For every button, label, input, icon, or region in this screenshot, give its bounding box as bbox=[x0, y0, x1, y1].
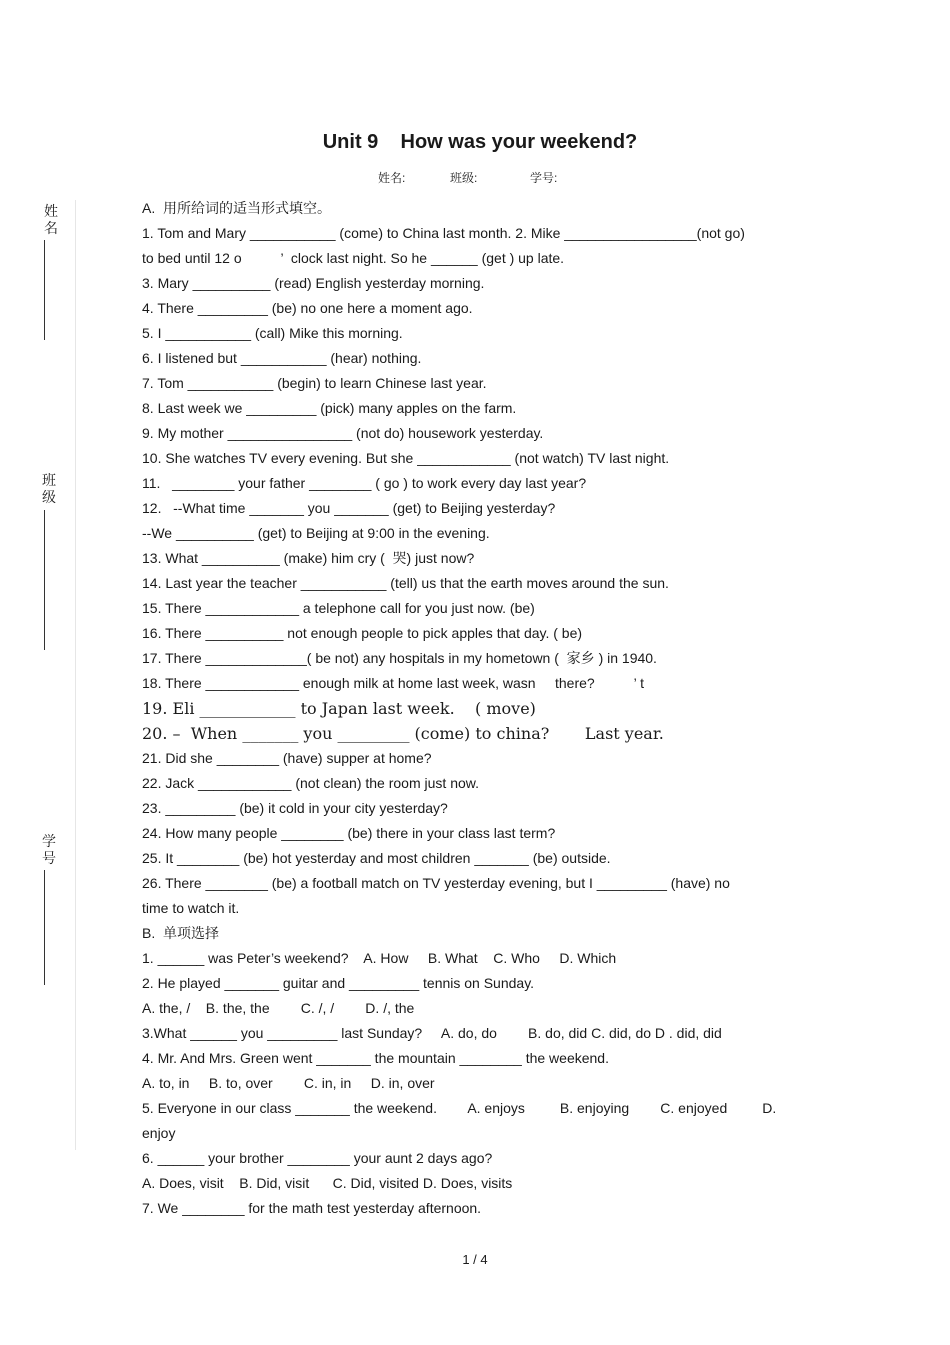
question-line: 1. Tom and Mary ___________ (come) to China last month. 2. Mike _________________(not go) bbox=[142, 225, 745, 241]
question-line: 21. Did she ________ (have) supper at home? bbox=[142, 750, 432, 766]
sidebar-class-label: 班级 bbox=[42, 472, 56, 505]
sidebar-name-label: 姓名 bbox=[44, 203, 58, 236]
option-line: enjoy bbox=[142, 1125, 176, 1141]
question-line: 15. There ____________ a telephone call for you just now. (be) bbox=[142, 600, 535, 616]
question-line: time to watch it. bbox=[142, 900, 240, 916]
option-line: A. to, in B. to, over C. in, in D. in, over bbox=[142, 1075, 435, 1091]
question-line: 11. ________ your father ________ ( go ) to work every day last year? bbox=[142, 475, 587, 491]
question-line: 14. Last year the teacher ___________ (tell) us that the earth moves around the sun. bbox=[142, 575, 669, 591]
question-line: 3.What ______ you _________ last Sunday? A. do, do B. do, did C. did, do D . did, did bbox=[142, 1025, 722, 1041]
question-line: 25. It ________ (be) hot yesterday and most children _______ (be) outside. bbox=[142, 850, 611, 866]
question-line: 4. There _________ (be) no one here a moment ago. bbox=[142, 300, 473, 316]
question-line: 18. There ____________ enough milk at home last week, wasn there? ’ t bbox=[142, 675, 644, 691]
question-line: 12. --What time _______ you _______ (get) to Beijing yesterday? bbox=[142, 500, 556, 516]
page-number: 1 / 4 bbox=[462, 1252, 488, 1267]
question-line: 9. My mother ________________ (not do) housework yesterday. bbox=[142, 425, 544, 441]
question-line: 26. There ________ (be) a football match on TV yesterday evening, but I _________ (have) no bbox=[142, 875, 730, 891]
question-line: 6. I listened but ___________ (hear) nothing. bbox=[142, 350, 422, 366]
question-line: 20. – When _______ you _________ (come) to china? Last year. bbox=[142, 724, 664, 743]
question-line: --We __________ (get) to Beijing at 9:00 in the evening. bbox=[142, 525, 490, 541]
question-line: 10. She watches TV every evening. But she ____________ (not watch) TV last night. bbox=[142, 450, 670, 466]
question-line: 19. Eli ____________ to Japan last week. ( move) bbox=[142, 699, 536, 718]
question-line: 4. Mr. And Mrs. Green went _______ the mountain ________ the weekend. bbox=[142, 1050, 609, 1066]
option-line: A. the, / B. the, the C. /, / D. /, the bbox=[142, 1000, 415, 1016]
number-label: 学号: bbox=[530, 171, 558, 185]
question-line: 22. Jack ____________ (not clean) the room just now. bbox=[142, 775, 479, 791]
section-b-heading: B. 单项选择 bbox=[142, 925, 220, 941]
question-line: 6. ______ your brother ________ your aunt 2 days ago? bbox=[142, 1150, 493, 1166]
question-line: 16. There __________ not enough people to pick apples that day. ( be) bbox=[142, 625, 583, 641]
question-line: 24. How many people ________ (be) there in your class last term? bbox=[142, 825, 556, 841]
sidebar-class-line bbox=[44, 510, 45, 650]
question-line: 7. Tom ___________ (begin) to learn Chinese last year. bbox=[142, 375, 487, 391]
option-line: A. Does, visit B. Did, visit C. Did, visited D. Does, visits bbox=[142, 1175, 513, 1191]
question-line: 7. We ________ for the math test yesterday afternoon. bbox=[142, 1200, 482, 1216]
question-line: 2. He played _______ guitar and _________ tennis on Sunday. bbox=[142, 975, 535, 991]
class-label: 班级: bbox=[450, 171, 478, 185]
sidebar-number-line bbox=[44, 870, 45, 985]
question-line: to bed until 12 o ’ clock last night. So he ______ (get ) up late. bbox=[142, 250, 565, 266]
question-line: 5. I ___________ (call) Mike this morning. bbox=[142, 325, 403, 341]
sidebar-name-line bbox=[44, 240, 45, 340]
name-label: 姓名: bbox=[378, 171, 406, 185]
page-title: Unit 9 How was your weekend? bbox=[322, 131, 638, 153]
question-line: 23. _________ (be) it cold in your city yesterday? bbox=[142, 800, 448, 816]
question-line: 17. There _____________( be not) any hospitals in my hometown ( 家乡 ) in 1940. bbox=[142, 650, 657, 666]
question-line: 3. Mary __________ (read) English yesterday morning. bbox=[142, 275, 485, 291]
question-line: 5. Everyone in our class _______ the weekend. A. enjoys B. enjoying C. enjoyed D. bbox=[142, 1100, 777, 1116]
question-line: 13. What __________ (make) him cry ( 哭) just now? bbox=[142, 550, 475, 566]
margin-rule bbox=[75, 200, 76, 1150]
section-a-heading: A. 用所给词的适当形式填空。 bbox=[142, 200, 332, 216]
question-line: 8. Last week we _________ (pick) many apples on the farm. bbox=[142, 400, 517, 416]
exercise-content bbox=[142, 196, 802, 1221]
sidebar-number-label: 学号 bbox=[42, 833, 56, 866]
question-line: 1. ______ was Peter’s weekend? A. How B. What C. Who D. Which bbox=[142, 950, 617, 966]
